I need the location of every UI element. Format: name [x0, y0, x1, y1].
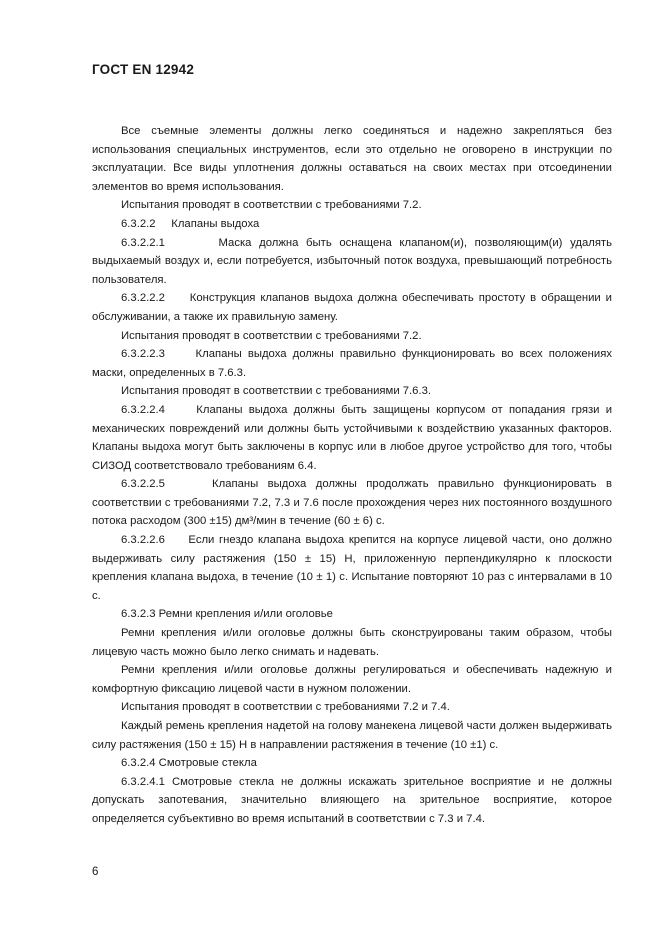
paragraph: Ремни крепления и/или оголовье должны быть сконструированы таким образом, чтобы лицевую часть можно было легко снимать и надевать.: [92, 627, 612, 658]
paragraph: Ремни крепления и/или оголовье должны регулироваться и обеспечивать надежную и комфортную фиксацию лицевой части в нужном положении.: [92, 664, 612, 695]
document-body: [92, 122, 616, 829]
section-heading: 6.3.2.4 Смотровые стекла: [121, 757, 257, 770]
paragraph: Каждый ремень крепления надетой на голову манекена лицевой части должен выдерживать силу растяжения (150 ± 15) Н в направлении растяжения в течение (10 ±1) с.: [92, 720, 612, 751]
paragraph: 6.3.2.2.4 Клапаны выдоха должны быть защищены корпусом от попадания грязи и механических повреждений или должны быть устойчивыми к воздействию указанных факторов. Клапаны выдоха могут быть заключены в корпус или в любое другое устройство для того, чтобы СИЗОД соответствовало требованиям 6.4.: [92, 403, 616, 472]
document-header: ГОСТ EN 12942: [92, 62, 195, 77]
paragraph: 6.3.2.2.5 Клапаны выдоха должны продолжать правильно функционировать в соответствии с требованиями 7.2, 7.3 и 7.6 после прохождения через них постоянного воздушного потока расходом (300 ±15) дм³/мин в течение (60 ± 6) с.: [92, 478, 616, 528]
paragraph: 6.3.2.4.1 Смотровые стекла не должны искажать зрительное восприятие и не должны допускать запотевания, значительно влияющего на зрительное восприятие, которое определяется субъективно во время испытаний в соответствии с 7.3 и 7.4.: [92, 775, 612, 825]
paragraph: 6.3.2.2.2 Конструкция клапанов выдоха должна обеспечивать простоту в обращении и обслуживании, а также их правильную замену.: [92, 292, 616, 323]
paragraph: 6.3.2.2.1 Маска должна быть оснащена клапаном(и), позволяющим(и) удалять выдыхаемый воздух и, если потребуется, избыточный поток воздуха, превышающий потребность пользователя.: [92, 236, 616, 286]
section-heading: 6.3.2.2 Клапаны выдоха: [121, 217, 260, 230]
paragraph: 6.3.2.2.6 Если гнездо клапана выдоха крепится на корпусе лицевой части, оно должно выдерживать силу растяжения (150 ± 15) Н, приложенную перпендикулярно к плоскости крепления клапана выдоха, в течение (10 ± 1) с. Испытание повторяют 10 раз с интервалами в 10 с.: [92, 534, 616, 602]
paragraph: Испытания проводят в соответствии с требованиями 7.6.3.: [121, 385, 432, 398]
section-heading: 6.3.2.3 Ремни крепления и/или оголовье: [121, 608, 333, 621]
paragraph: Все съемные элементы должны легко соединяться и надежно закрепляться без использования специальных инструментов, если это отдельно не оговорено в инструкции по эксплуатации. Все виды уплотнения должны оставаться на своих местах при отсоединении элементов во время использования.: [92, 125, 612, 193]
paragraph: Испытания проводят в соответствии с требованиями 7.2 и 7.4.: [121, 701, 450, 714]
paragraph: 6.3.2.2.3 Клапаны выдоха должны правильно функционировать во всех положениях маски, определенных в 7.6.3.: [92, 348, 616, 379]
page-number: 6: [92, 866, 99, 878]
paragraph: Испытания проводят в соответствии с требованиями 7.2.: [121, 329, 422, 342]
paragraph: Испытания проводят в соответствии с требованиями 7.2.: [121, 199, 422, 212]
